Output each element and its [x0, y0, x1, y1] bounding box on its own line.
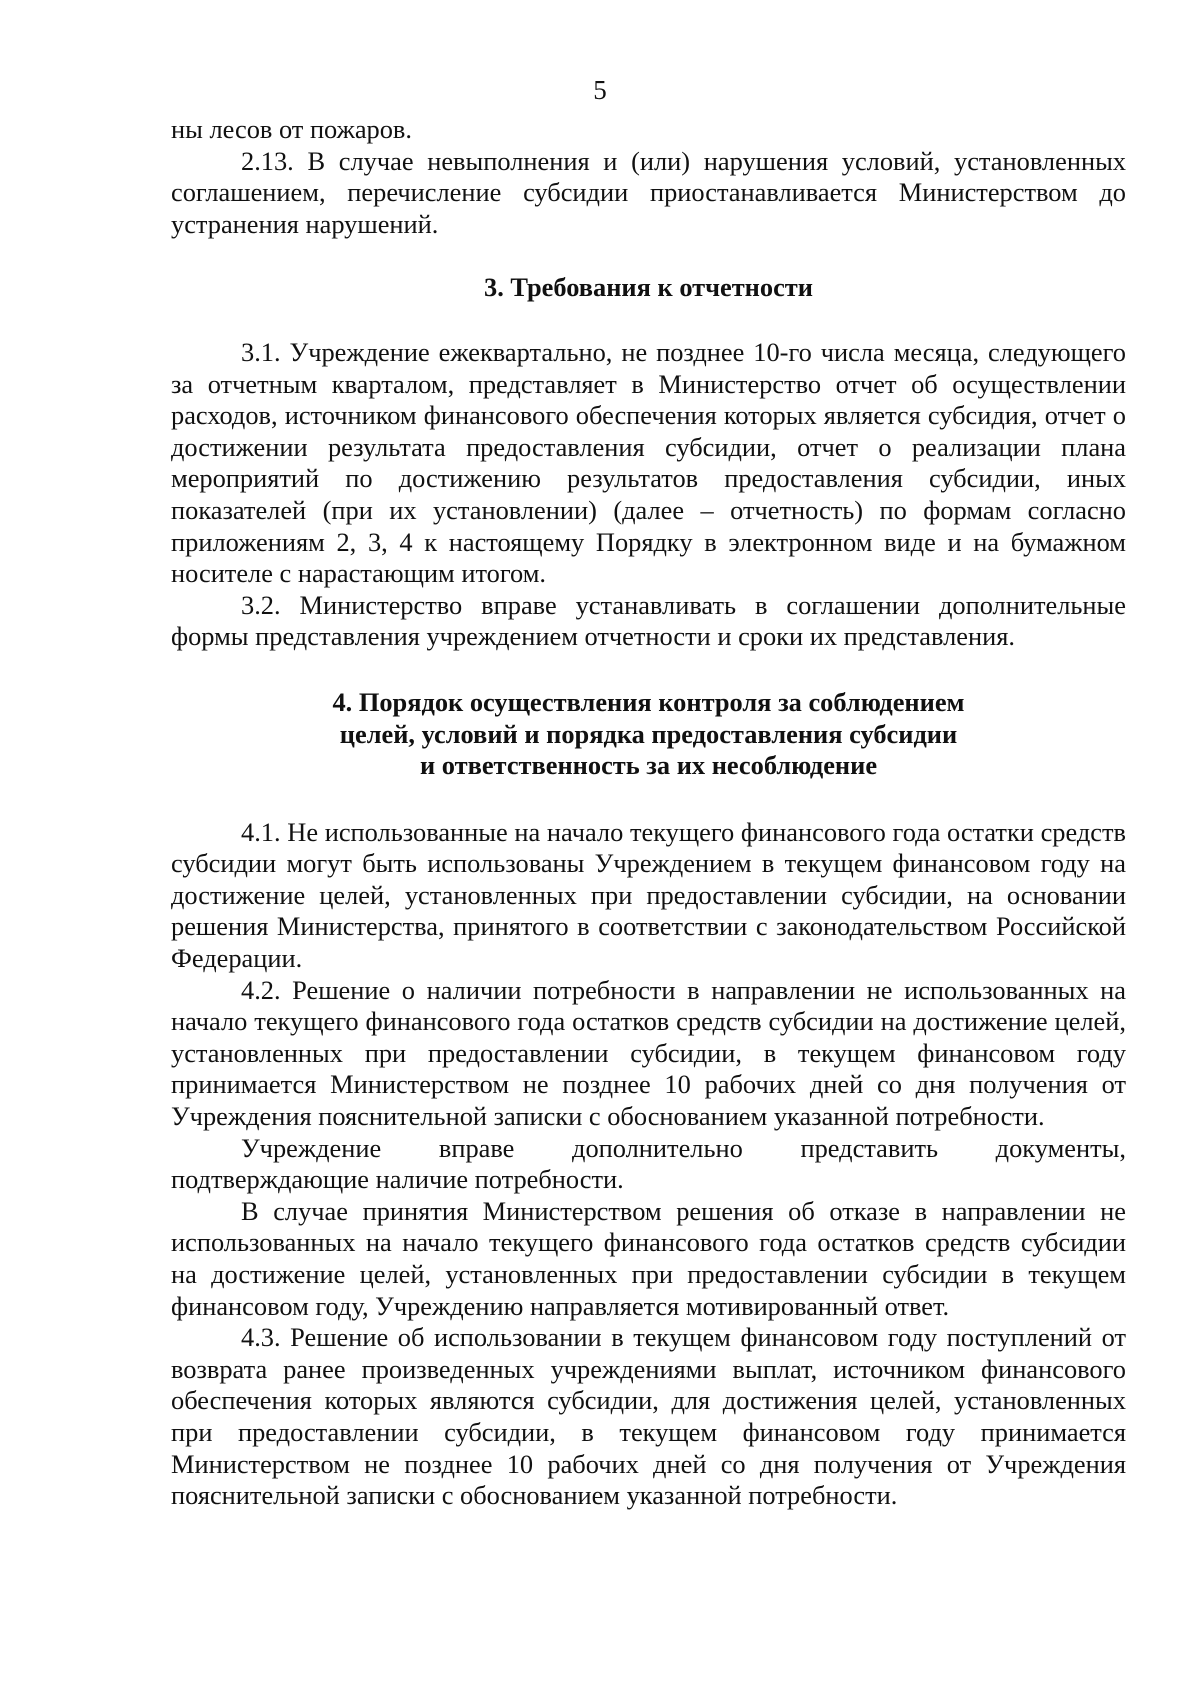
- paragraph-4-2: 4.2. Решение о наличии потребности в направлении не использованных на начало текущего финансового года остатков средств субсидии на достижение целей, установленных при предоставлении субсидии, в текущем финансовом году принимается Министерством не позднее 10 рабочих дней со дня получения от Учреждения пояснительной записки с обоснованием указанной потребности.: [171, 974, 1126, 1132]
- paragraph-4-1: 4.1. Не использованные на начало текущего финансового года остатки средств субсидии могут быть использованы Учреждением в текущем финансовом году на достижение целей, установленных при предоставлении субсидии, на основании решения Министерства, принятого в соответствии с законодательством Российской Федерации.: [171, 816, 1126, 974]
- section-4-heading-line-2: целей, условий и порядка предоставления субсидии: [339, 718, 958, 749]
- section-4-heading-line-3: и ответственность за их несоблюдение: [419, 750, 878, 781]
- document-body: [171, 114, 1126, 1512]
- section-4-heading: [171, 687, 1126, 782]
- paragraph-3-2: 3.2. Министерство вправе устанавливать в соглашении дополнительные формы представления учреждением отчетности и сроки их представления.: [171, 589, 1126, 652]
- page-number: 5: [593, 75, 607, 105]
- section-3-heading: 3. Требования к отчетности: [484, 272, 813, 303]
- paragraph-3-1: 3.1. Учреждение ежеквартально, не позднее 10-го числа месяца, следующего за отчетным кварталом, представляет в Министерство отчет об осуществлении расходов, источником финансового обеспечения которых является субсидия, отчет о достижении результата предоставления субсидии, отчет о реализации плана мероприятий по достижению результатов предоставления субсидии, иных показателей (при их установлении) (далее – отчетность) по формам согласно приложениям 2, 3, 4 к настоящему Порядку в электронном виде и на бумажном носителе с нарастающим итогом.: [171, 336, 1126, 589]
- section-3-heading-wrap: [171, 272, 1126, 304]
- section-4-heading-wrap: [171, 687, 1126, 782]
- paragraph-4-3: 4.3. Решение об использовании в текущем финансовом году поступлений от возврата ранее произведенных учреждениями выплат, источником финансового обеспечения которых являются субсидии, для достижения целей, установленных при предоставлении субсидии, в текущем финансовом году принимается Министерством не позднее 10 рабочих дней со дня получения от Учреждения пояснительной записки с обоснованием указанной потребности.: [171, 1322, 1126, 1511]
- paragraph-4-2-refusal: В случае принятия Министерством решения об отказе в направлении не использованных на начало текущего финансового года остатков средств субсидии на достижение целей, установленных при предоставлении субсидии в текущем финансовом году, Учреждению направляется мотивированный ответ.: [171, 1195, 1126, 1321]
- paragraph-continuation: ны лесов от пожаров.: [171, 114, 412, 144]
- section-4-heading-line-1: 4. Порядок осуществления контроля за соблюдением: [332, 686, 965, 717]
- paragraph-4-2-additional-documents: Учреждение вправе дополнительно представить документы, подтверждающие наличие потребности.: [171, 1132, 1126, 1195]
- paragraph-2-13: 2.13. В случае невыполнения и (или) нарушения условий, установленных соглашением, перечисление субсидии приостанавливается Министерством до устранения нарушений.: [171, 145, 1126, 239]
